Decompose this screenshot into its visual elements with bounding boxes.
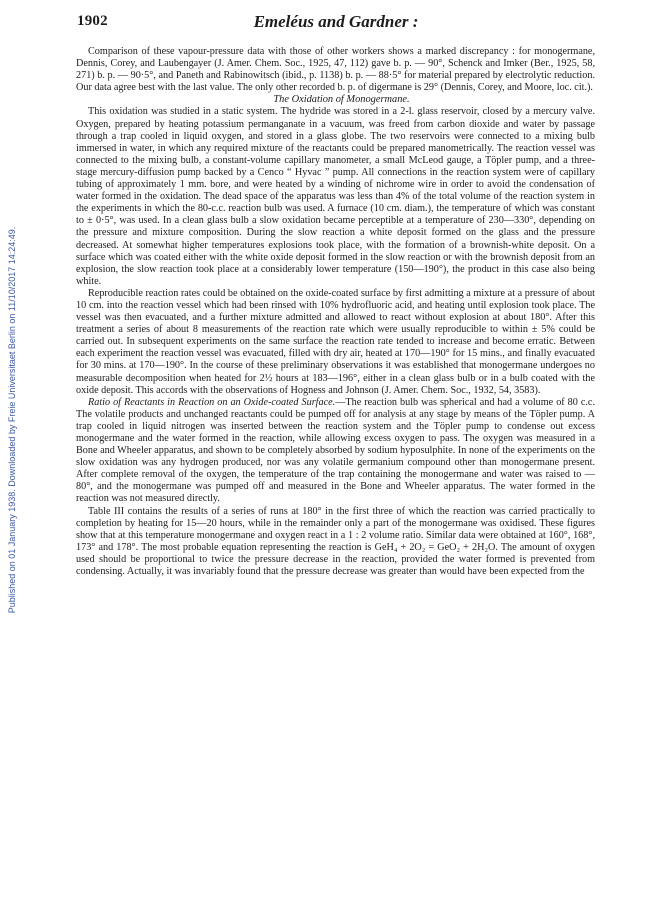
paragraph-oxidation-apparatus: This oxidation was studied in a static system. The hydride was stored in a 2-l. glass reservoir, closed by a mercury valve. Oxygen, prepared by heating potassium permanganate in a vacuum, was freed from carbon dioxide and water by passage through a trap cooled in liquid oxygen, and stored in a glass globe. The two reservoirs were connected to a mixing bulb immersed in water, in which any required mixture of the reactants could be prepared manometrically. The reaction vessel was connected to the mixing bulb, a constant-volume capillary manometer, a small McLeod gauge, a Töpler pump, and a three-stage mercury-diffusion pump backed by a Cenco “ Hyvac ” pump. All connections in the reaction system were of capillary tubing of approximately 1 mm. bore, and were heated by a winding of nichrome wire in order to avoid the condensation of water formed in the oxidation. The dead space of the apparatus was less than 4% of the total volume of the reaction system in the experiments in which the 80-c.c. reaction bulb was used. A furnace (10 cm. diam.), the temperature of which was constant to ± 0·5°, was used. In a clean glass bulb a slow oxidation became perceptible at a temperature of 230—330°, depending on the pressure and mixture composition. During the slow reaction a white deposit formed on the glass and the pressure decreased. At somewhat higher temperatures explosions took place, with the formation of a brownish-white deposit. On a surface which was coated either with the white oxide deposit formed in the slow reaction or with the brownish deposit from an explosion, the slow reaction took place at a considerably lower temperature (150—190°), the product in this case also being white.	[76, 106, 595, 287]
paragraph-ratio-of-reactants	[76, 397, 595, 506]
download-notice	[4, 100, 20, 740]
paragraph-vapour-pressure: Comparison of these vapour-pressure data with those of other workers shows a marked discrepancy : for monogermane, Dennis, Corey, and Laubengayer (J. Amer. Chem. Soc., 1925, 47, 112) gave b. p. — 90°, Schenck and Imker (Ber., 1925, 58, 271) b. p. — 90·5°, and Paneth and Rabinowitsch (ibid., p. 1138) b. p. — 88·5° for material prepared by electrolytic reduction. Our data agree best with the last value. The only other recorded b. p. of digermane is 29° (Dennis, Corey, and Moore, loc. cit.).	[76, 46, 595, 94]
running-title: Emeléus and Gardner :	[253, 12, 419, 31]
download-notice-text: Published on 01 January 1938. Downloaded by Freie Universitaet Berlin on 11/10/2017 14:24:49.	[7, 226, 17, 614]
paragraph-reproducible-rates: Reproducible reaction rates could be obtained on the oxide-coated surface by first admitting a mixture at a pressure of about 10 cm. into the reaction vessel which had been rinsed with 10% hydrofluoric acid, and heating until explosion took place. The vessel was then evacuated, and a further mixture admitted and allowed to react without explosion at about 180°. After this treatment a series of about 8 measurements of the reaction rate which were usually reproducible to within ± 5% could be carried out. In subsequent experiments on the same surface the reaction rate tended to increase and become erratic. Between each experiment the reaction vessel was evacuated, filled with dry air, heated at 170—190° for 15 mins., and finally evacuated for 30 mins. at 170—190°. In the course of these preliminary observations it was established that monogermane undergoes no measurable decomposition when heated for 2½ hours at 183—196°, either in a clean glass bulb or in a bulb coated with the oxide deposit. This accords with the observations of Hogness and Johnson (J. Amer. Chem. Soc., 1932, 54, 3583).	[76, 287, 595, 396]
page-number: 1902	[77, 13, 108, 29]
article-body	[76, 46, 595, 578]
paragraph-table-iii: Table III contains the results of a series of runs at 180° in the first three of which the reaction was carried practically to completion by heating for 15—20 hours, while in the remainder only a part of the monogermane was oxidised. These figures show that at this temperature monogermane and oxygen react in a 1 : 2 volume ratio. Similar data were obtained at 160°, 168°, 173° and 178°. The most probable equation representing the reaction is GeH₄ + 2O₂ = GeO₂ + 2H₂O. The amount of oxygen used should be proportional to twice the pressure decrease in the reaction, provided the water formed is prevented from condensing. Actually, it was invariably found that the pressure decrease was greater than would have been expected from the	[76, 505, 595, 578]
paragraph-run-head: Ratio of Reactants in Reaction on an Oxide-coated Surface.	[88, 396, 336, 408]
paragraph-ratio-text: —The reaction bulb was spherical and had a volume of 80 c.c. The volatile products and unchanged reactants could be pumped off for analysis at any stage by means of the Töpler pump. A trap cooled in liquid nitrogen was inserted between the reaction system and the Töpler pump to condense out excess monogermane and the water formed in the reaction, while allowing excess oxygen to pass. The oxygen was measured in a Bone and Wheeler apparatus, and shown to be completely absorbed by sodium hyposulphite. In none of the experiments on the slow oxidation was any hydrogen produced, nor was any volatile germanium compound other than monogermane present. After complete removal of the oxygen, the temperature of the trap containing the monogermane and water was raised to — 80°, and the monogermane was pumped off and measured in the Bone and Wheeler apparatus. The water formed in the reaction was not measured directly.	[76, 396, 595, 505]
section-title: The Oxidation of Monogermane.	[273, 94, 410, 106]
